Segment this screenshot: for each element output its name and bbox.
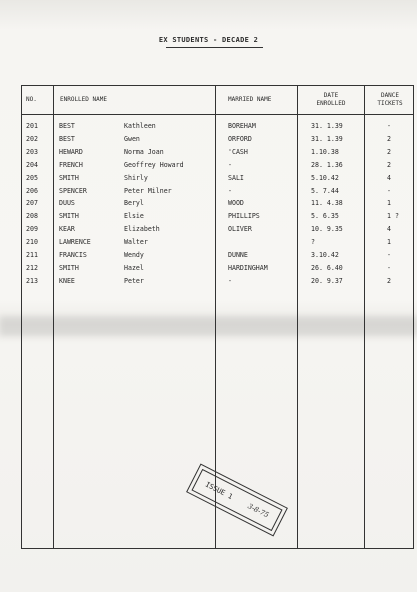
cell-given-name: Gwen xyxy=(124,134,140,143)
cell-given-name: Wendy xyxy=(124,251,144,259)
table-row xyxy=(22,174,413,186)
cell-date-enrolled: ? xyxy=(311,238,315,247)
cell-date-enrolled: 28. 1.36 xyxy=(311,160,343,169)
cell-date-enrolled: 5. 7.44 xyxy=(311,186,339,195)
cell-date-enrolled: 31. 1.39 xyxy=(311,134,343,143)
cell-surname: HEWARD xyxy=(59,147,83,156)
header-dance-tickets xyxy=(365,86,415,114)
cell-given-name: Peter xyxy=(124,276,144,285)
cell-dance-tickets: 4 xyxy=(387,173,391,182)
header-date-enrolled xyxy=(298,86,364,114)
cell-no: 201 xyxy=(26,122,38,130)
document-title: EX STUDENTS - DECADE 2 xyxy=(158,36,259,44)
table-row xyxy=(22,251,413,263)
cell-married-name: HARDINGHAM xyxy=(228,263,268,272)
cell-no: 207 xyxy=(26,199,38,208)
header-tickets-label: TICKETS xyxy=(377,100,403,107)
table-row xyxy=(22,148,413,160)
cell-given-name: Elsie xyxy=(124,212,144,221)
cell-given-name: Beryl xyxy=(124,199,144,208)
cell-surname: KEAR xyxy=(59,225,75,234)
cell-given-name: Elizabeth xyxy=(124,225,160,234)
header-no-label: NO. xyxy=(26,96,37,103)
cell-date-enrolled: 10. 9.35 xyxy=(311,225,343,234)
header-no xyxy=(26,86,52,114)
cell-given-name: Hazel xyxy=(124,263,144,272)
cell-date-enrolled: 5. 6.35 xyxy=(311,212,339,221)
table-row xyxy=(22,161,413,173)
cell-surname: SPENCER xyxy=(59,186,87,195)
cell-surname: BEST xyxy=(59,122,75,130)
cell-no: 203 xyxy=(26,147,38,156)
cell-married-name: ORFORD xyxy=(228,134,252,143)
cell-dance-tickets: - xyxy=(387,122,391,130)
cell-dance-tickets: 4 xyxy=(387,225,391,234)
cell-date-enrolled: 1.10.38 xyxy=(311,147,339,156)
table-row xyxy=(22,277,413,289)
cell-married-name: - xyxy=(228,160,232,169)
cell-date-enrolled: 3.10.42 xyxy=(311,251,339,259)
cell-no: 209 xyxy=(26,225,38,234)
table-row xyxy=(22,199,413,211)
cell-date-enrolled: 26. 6.40 xyxy=(311,263,343,272)
cell-married-name: PHILLIPS xyxy=(228,212,260,221)
cell-surname: SMITH xyxy=(59,263,79,272)
cell-given-name: Walter xyxy=(124,238,148,247)
table-row xyxy=(22,212,413,224)
table-row xyxy=(22,264,413,276)
cell-surname: FRANCIS xyxy=(59,251,87,259)
cell-given-name: Norma Joan xyxy=(124,147,164,156)
cell-dance-tickets: - xyxy=(387,251,391,259)
header-dance-label: DANCE xyxy=(380,92,400,99)
cell-no: 211 xyxy=(26,251,38,259)
cell-married-name: SALI xyxy=(228,173,244,182)
cell-date-enrolled: 20. 9.37 xyxy=(311,276,343,285)
cell-surname: FRENCH xyxy=(59,160,83,169)
cell-married-name: DUNNE xyxy=(228,251,248,259)
table-row xyxy=(22,135,413,147)
cell-date-enrolled: 5.10.42 xyxy=(311,173,339,182)
cell-surname: BEST xyxy=(59,134,75,143)
cell-married-name: - xyxy=(228,186,232,195)
cell-no: 204 xyxy=(26,160,38,169)
stamp-date: 3-8-75 xyxy=(246,502,271,520)
cell-married-name: OLIVER xyxy=(228,225,252,234)
cell-no: 212 xyxy=(26,263,38,272)
table-row xyxy=(22,238,413,250)
cell-no: 208 xyxy=(26,212,38,221)
table-row xyxy=(22,225,413,237)
cell-surname: DUUS xyxy=(59,199,75,208)
cell-dance-tickets: 1 xyxy=(387,199,391,208)
cell-married-name: BOREHAM xyxy=(228,122,256,130)
cell-given-name: Geoffrey Howard xyxy=(124,160,184,169)
title-underline xyxy=(166,47,263,48)
cell-married-name: 'CASH xyxy=(228,147,248,156)
cell-given-name: Kathleen xyxy=(124,122,156,130)
header-married-name xyxy=(228,86,294,114)
cell-dance-tickets: 2 xyxy=(387,160,391,169)
cell-married-name: WOOD xyxy=(228,199,244,208)
cell-given-name: Peter Milner xyxy=(124,186,172,195)
cell-given-name: Shirly xyxy=(124,173,148,182)
cell-date-enrolled: 11. 4.38 xyxy=(311,199,343,208)
cell-no: 206 xyxy=(26,186,38,195)
cell-dance-tickets: 2 xyxy=(387,134,391,143)
cell-married-name: - xyxy=(228,276,232,285)
header-enrolled-name xyxy=(60,86,210,114)
table-row xyxy=(22,187,413,199)
stamp-label: ISSUE 1 xyxy=(203,480,234,502)
cell-date-enrolled: 31. 1.39 xyxy=(311,122,343,130)
cell-dance-tickets: 2 xyxy=(387,147,391,156)
header-enrolled-name-label: ENROLLED NAME xyxy=(60,96,107,103)
header-divider xyxy=(22,114,413,115)
cell-dance-tickets: 2 xyxy=(387,276,391,285)
cell-no: 205 xyxy=(26,173,38,182)
cell-dance-tickets: 1 xyxy=(387,238,391,247)
cell-no: 213 xyxy=(26,276,38,285)
cell-dance-tickets: - xyxy=(387,263,391,272)
header-enrolled-label: ENROLLED xyxy=(316,100,346,107)
header-married-name-label: MARRIED NAME xyxy=(228,96,272,103)
cell-no: 202 xyxy=(26,134,38,143)
cell-dance-tickets: 1 ? xyxy=(387,212,399,221)
header-date-label: DATE xyxy=(323,92,339,99)
cell-surname: LAWRENCE xyxy=(59,238,91,247)
cell-dance-tickets: - xyxy=(387,186,391,195)
table-row xyxy=(22,122,413,134)
cell-surname: KNEE xyxy=(59,276,75,285)
cell-surname: SMITH xyxy=(59,212,79,221)
cell-surname: SMITH xyxy=(59,173,79,182)
cell-no: 210 xyxy=(26,238,38,247)
